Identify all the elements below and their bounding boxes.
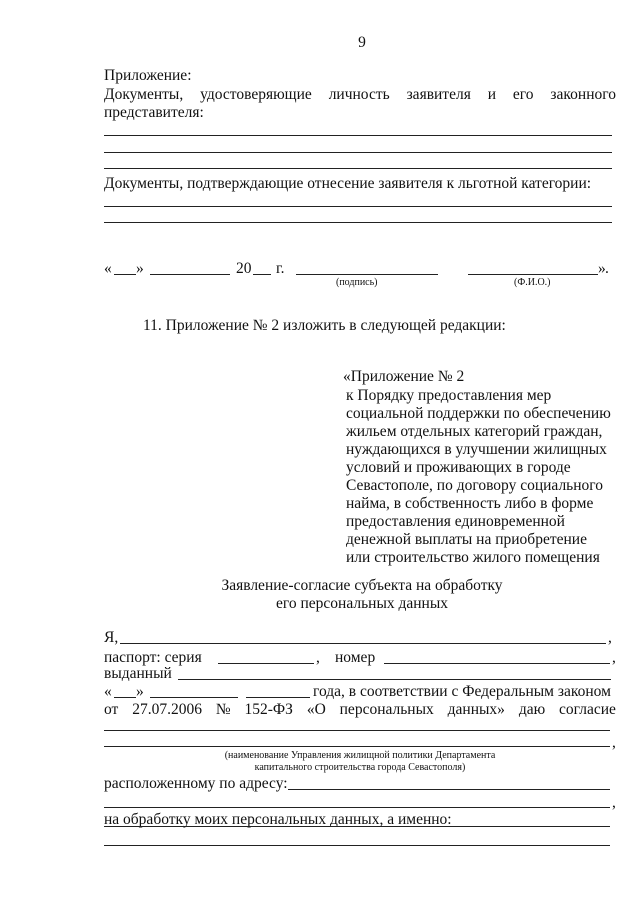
issued-label: выданный — [104, 665, 172, 682]
signature-field-line — [296, 274, 438, 275]
fio-caption: (Ф.И.О.) — [514, 277, 551, 288]
issued-field-line — [178, 679, 611, 680]
fill-line — [104, 152, 612, 153]
comma: , — [608, 629, 612, 646]
appendix-line: или строительство жилого помещения — [346, 549, 600, 566]
benefit-docs-label: Документы, подтверждающие отнесение заявителя к льготной категории: — [104, 175, 592, 192]
law-line — [104, 700, 616, 719]
year-text: года, в соответствии с Федеральным законом — [313, 683, 611, 700]
fill-line — [104, 807, 610, 808]
date-close-quote: » — [136, 260, 144, 277]
passport-number-line — [384, 663, 610, 664]
day-field-line — [114, 274, 136, 275]
signature-caption: (подпись) — [336, 277, 378, 288]
passport-series-line — [218, 663, 314, 664]
word: от — [104, 701, 119, 718]
word: 152-ФЗ — [244, 701, 293, 718]
comma: , — [612, 734, 616, 751]
date-open-quote: « — [104, 683, 112, 700]
year-field-line — [253, 274, 271, 275]
word: заявителя — [406, 86, 471, 103]
word: 27.07.2006 — [132, 701, 202, 718]
word: № — [215, 701, 231, 718]
appendix-line: денежной выплаты на приобретение — [346, 531, 587, 548]
fill-line — [104, 730, 610, 731]
attachment-label: Приложение: — [104, 67, 192, 84]
fill-line — [104, 206, 612, 207]
word: «О — [306, 701, 326, 718]
comma: , — [316, 649, 320, 666]
appendix-line: к Порядку предоставления мер — [346, 387, 552, 404]
consent-title: Заявление-согласие субъекта на обработку — [221, 577, 503, 594]
item-11: 11. Приложение № 2 изложить в следующей редакции: — [143, 317, 506, 334]
org-field-line — [104, 746, 610, 747]
appendix-line: жильем отдельных категорий граждан, — [346, 423, 603, 440]
year-field-line — [246, 697, 310, 698]
year-prefix: 20 — [236, 260, 252, 277]
processing-label: на обработку моих персональных данных, а именно: — [104, 811, 452, 828]
comma: , — [612, 794, 616, 811]
end-mark: . — [605, 260, 609, 277]
passport-series-label: паспорт: серия — [104, 649, 202, 666]
fill-line — [104, 168, 612, 169]
appendix-line: социальной поддержки по обеспечению — [346, 405, 611, 422]
month-field-line — [150, 697, 238, 698]
page-number: 9 — [358, 34, 366, 51]
fio-field-line — [468, 274, 598, 275]
consent-subtitle: его персональных данных — [276, 595, 448, 612]
fill-line — [104, 826, 610, 827]
appendix-line: Севастополе, по договору социального — [346, 477, 604, 494]
year-suffix: г. — [276, 260, 285, 277]
word: и — [487, 86, 497, 103]
name-field-line — [120, 643, 606, 644]
word: данных» — [447, 701, 505, 718]
passport-number-label: номер — [335, 649, 376, 666]
appendix-line: нуждающихся в улучшении жилищных — [346, 441, 607, 458]
address-label: расположенному по адресу: — [104, 775, 288, 792]
word: даю — [518, 701, 546, 718]
month-field-line — [150, 274, 230, 275]
fill-line — [104, 135, 612, 136]
org-caption: (наименование Управления жилищной политики Департамента — [224, 750, 496, 761]
word: удостоверяющие — [200, 86, 312, 103]
word: Документы, — [104, 86, 184, 103]
word: законного — [550, 86, 616, 103]
identity-docs-continuation: представителя: — [104, 104, 204, 121]
comma: , — [612, 649, 616, 666]
fill-line — [104, 845, 610, 846]
date-close-quote: » — [136, 683, 144, 700]
address-field-line — [288, 789, 610, 790]
org-caption-cont: капитального строительства города Севастополя) — [254, 762, 466, 773]
ya-label: Я, — [104, 629, 119, 646]
word: персональных — [339, 701, 434, 718]
appendix-title: «Приложение № 2 — [343, 368, 465, 385]
identity-docs-line — [104, 85, 616, 104]
date-open-quote: « — [104, 260, 112, 277]
day-field-line — [114, 697, 136, 698]
appendix-line: найма, в собственность либо в форме — [346, 495, 594, 512]
fill-line — [104, 222, 612, 223]
appendix-line: предоставления единовременной — [346, 513, 565, 530]
appendix-line: условий и проживающих в городе — [346, 459, 571, 476]
word: личность — [328, 86, 390, 103]
word: согласие — [559, 701, 616, 718]
word: его — [512, 86, 534, 103]
closing-quote: » — [598, 260, 606, 277]
